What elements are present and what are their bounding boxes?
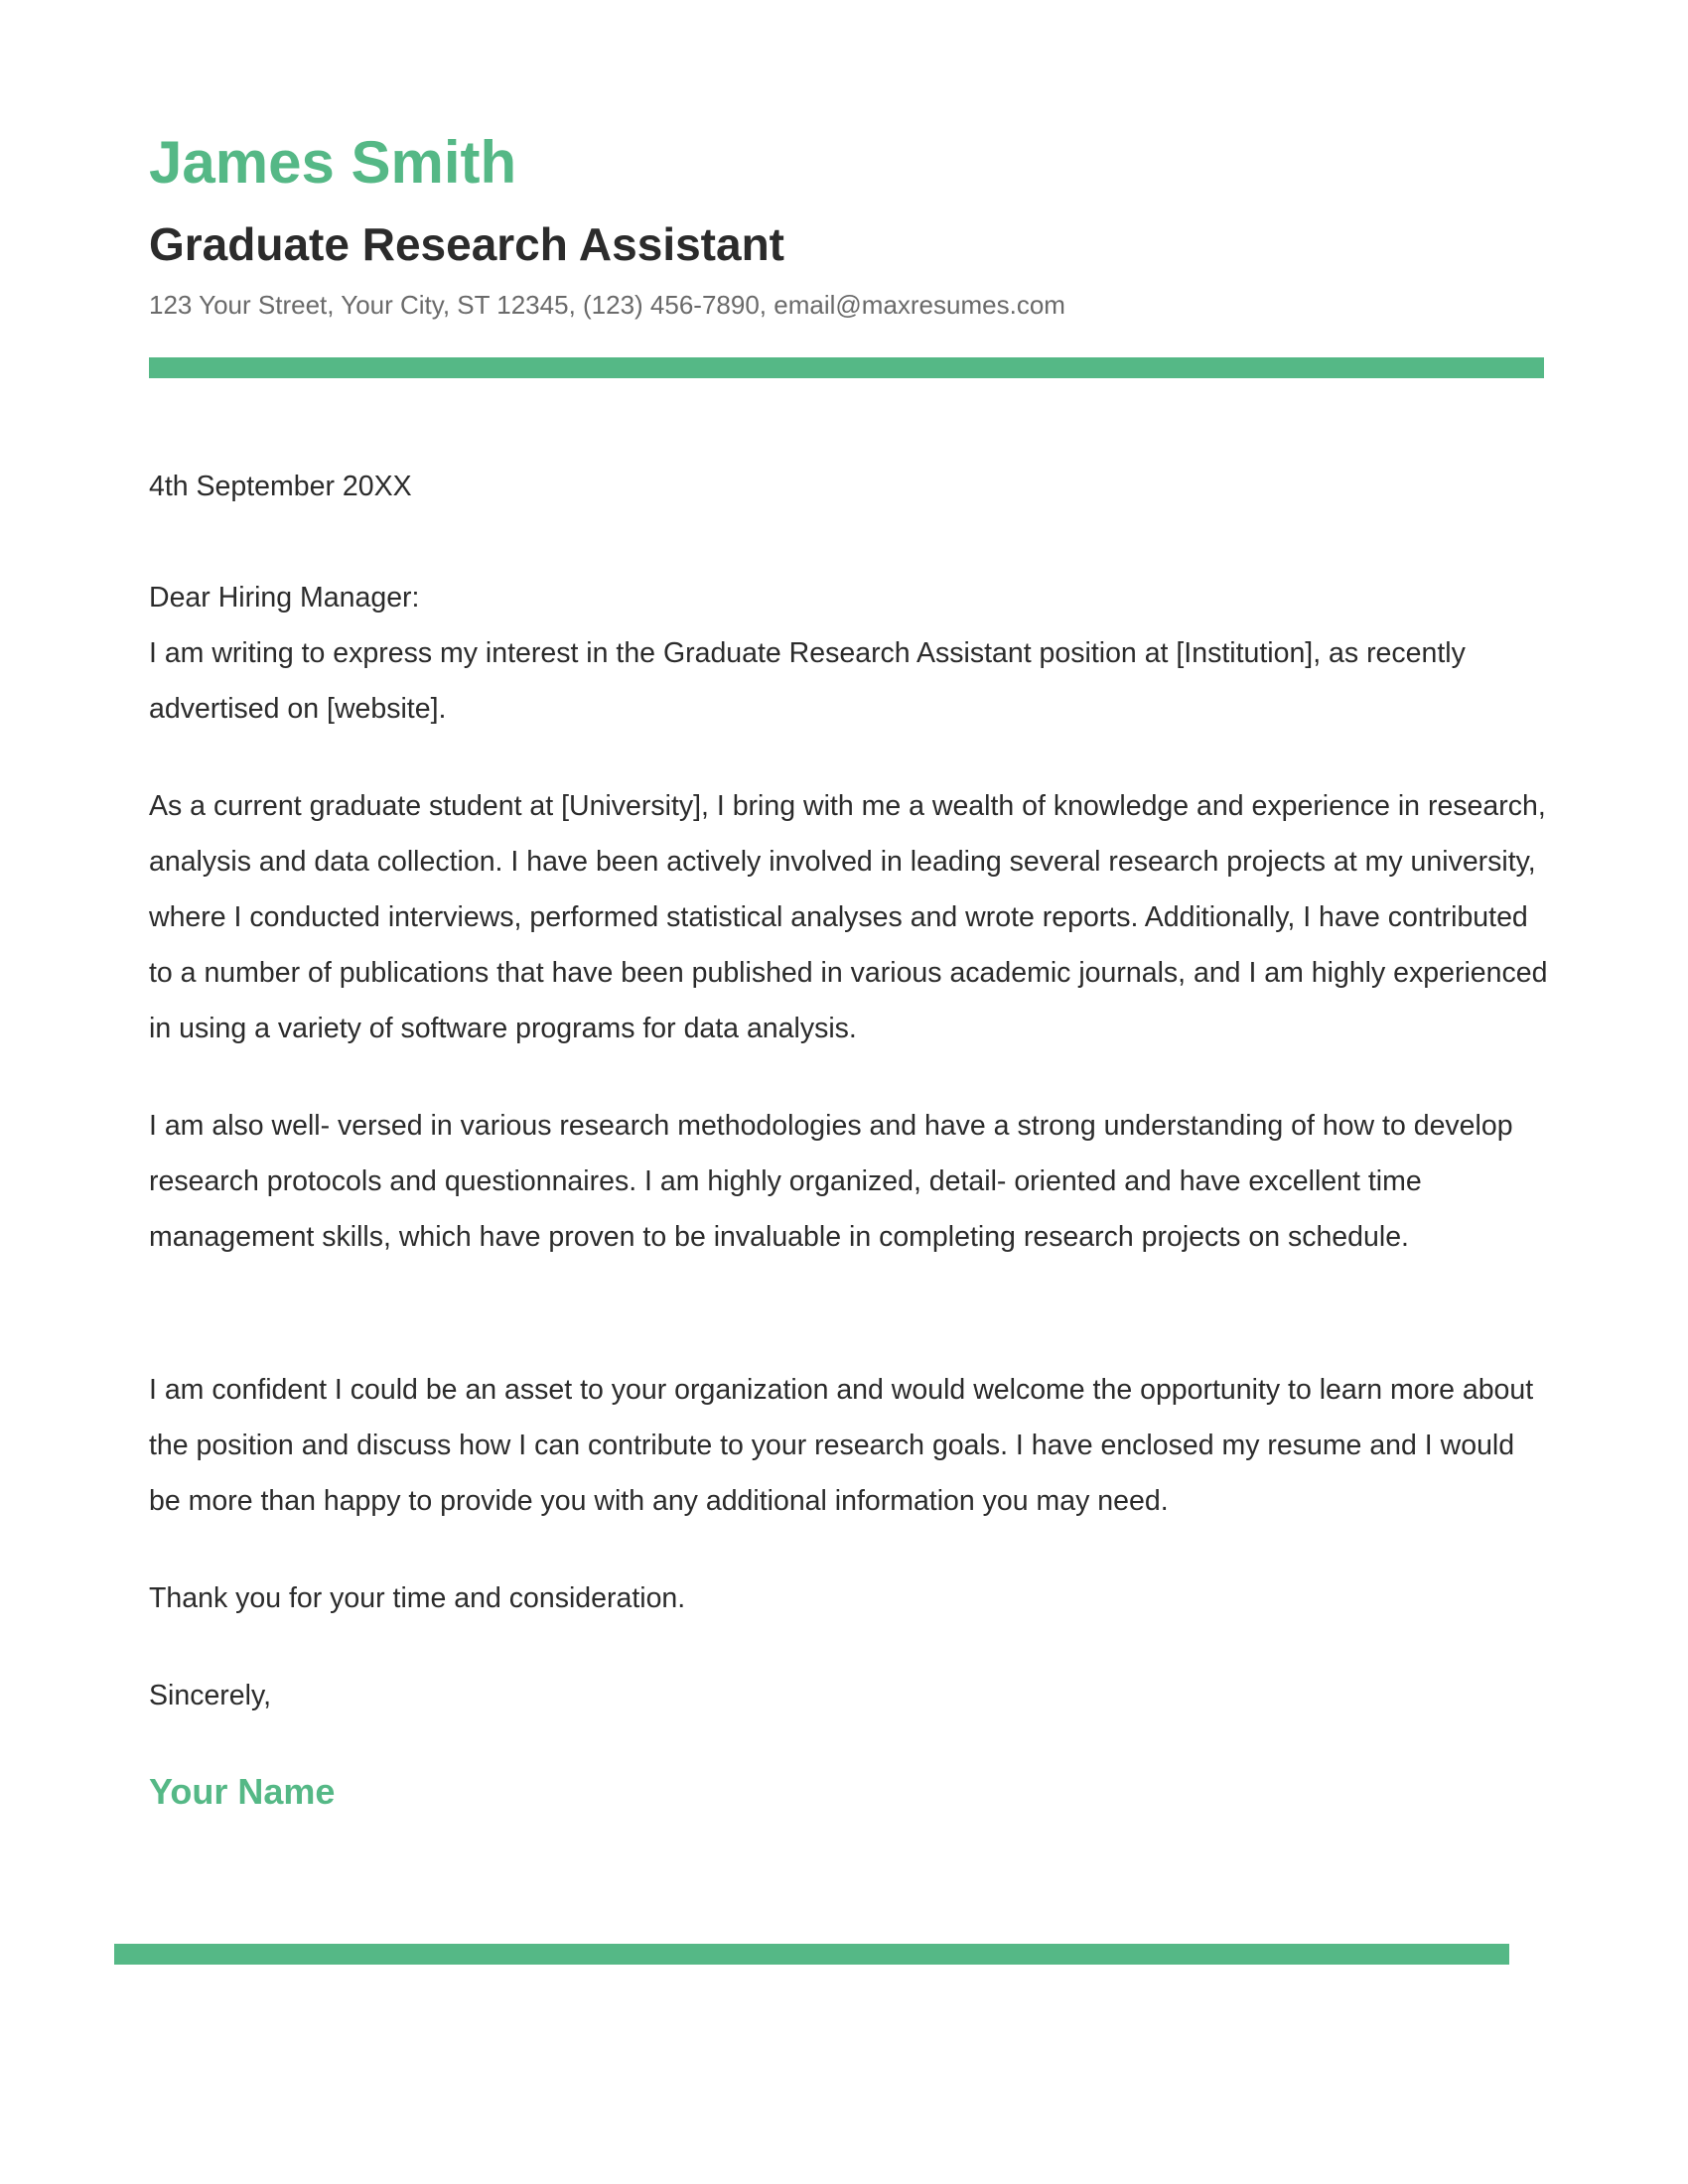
signature-name: Your Name xyxy=(149,1771,336,1812)
applicant-name: James Smith xyxy=(149,129,517,196)
contact-info: 123 Your Street, Your City, ST 12345, (123) 456-7890, email@maxresumes.com xyxy=(149,290,1065,320)
paragraph-experience: As a current graduate student at [University], I bring with me a wealth of knowledge and experience in research, analysis and data collection. I have been actively involved in leading several research projects at my university, where I conducted interviews, performed statistical analyses and wrote reports. Additionally, I have contributed to a number of publications that have been published in various academic journals, and I am highly experienced in using a variety of software programs for data analysis. xyxy=(149,790,1548,1044)
thanks-line: Thank you for your time and consideration. xyxy=(149,1582,686,1614)
paragraph-skills: I am also well- versed in various research methodologies and have a strong understanding of how to develop research protocols and questionnaires. I am highly organized, detail- oriented and have excellent time management skills, which have proven to be invaluable in completing research projects on schedule. xyxy=(149,1110,1513,1253)
paragraph-closing: I am confident I could be an asset to your organization and would welcome the opportunity to learn more about the position and discuss how I can contribute to your research goals. I have enclosed my resume and I would be more than happy to provide you with any additional information you may need. xyxy=(149,1374,1534,1517)
header-divider xyxy=(149,357,1544,378)
salutation: Dear Hiring Manager: xyxy=(149,582,420,614)
job-title: Graduate Research Assistant xyxy=(149,218,785,270)
paragraph-intro: I am writing to express my interest in the Graduate Research Assistant position at [Institution], as recently advertised on [website]. xyxy=(149,637,1466,725)
closing-line: Sincerely, xyxy=(149,1680,272,1711)
letter-date: 4th September 20XX xyxy=(149,471,412,502)
footer-divider xyxy=(114,1944,1509,1965)
